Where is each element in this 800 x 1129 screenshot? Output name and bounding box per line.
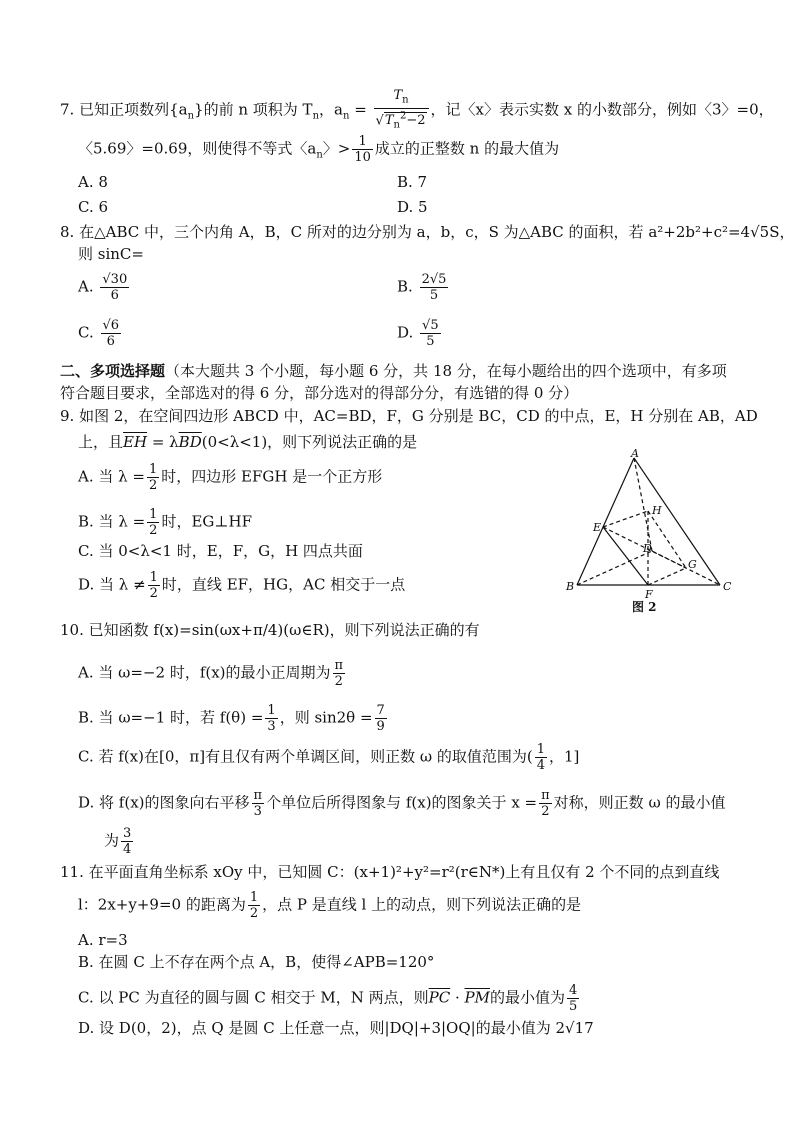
q7-option-b: B. 7 [397, 173, 428, 191]
q7-fraction: $\frac{T_n}{√T_n^2-2}$ [374, 88, 429, 133]
label-C: C [723, 580, 732, 593]
label-F: F [645, 588, 653, 601]
q11-option-c: C. 以 PC 为直径的圆与圆 C 相交于 M，N 两点，则$\overline{PC} \cdot \overline{PM}$的最小值为 $\frac{4}{5}$ [78, 983, 578, 1014]
q9-option-b: B. 当 λ = $\frac{1}{2}$ 时，EG⊥HF [78, 507, 252, 538]
q11-stem-line2: l：2x+y+9=0 的距离为 $\frac{1}{2}$ ，点 P 是直线 l 上的动点，则下列说法正确的是 [78, 890, 582, 921]
q9-option-c: C. 当 0<λ<1 时，E，F，G，H 四点共面 [78, 542, 363, 560]
segment-HG [648, 511, 686, 568]
figure-2-tetrahedron [555, 448, 745, 618]
q7-option-a: A. 8 [78, 173, 108, 191]
q8-option-c: C. $\frac{√6}{6}$ [78, 318, 120, 349]
q10-option-c: C. 若 f(x)在[0，π]有且仅有两个单调区间，则正数 ω 的取值范围为( $\frac{1}{4}$ ，1] [78, 742, 580, 773]
section2-desc: 符合题目要求，全部选对的得 6 分，部分选对的得部分分，有选错的得 0 分） [60, 384, 579, 402]
q11-option-d: D. 设 D(0，2)，点 Q 是圆 C 上任意一点，则|DQ|+3|OQ|的最小值为 2√17 [78, 1019, 594, 1037]
label-D: D [643, 542, 652, 555]
q8-stem: 8. 在△ABC 中，三个内角 A，B，C 所对的边分别为 a，b，c，S 为△ABC 的面积，若 a²+2b²+c²=4√5S， [60, 223, 795, 241]
q8-option-d: D. $\frac{√5}{5}$ [397, 318, 439, 349]
q9-option-d: D. 当 λ ≠ $\frac{1}{2}$ 时，直线 EF，HG，AC 相交于一点 [78, 570, 406, 601]
label-E: E [593, 521, 602, 534]
segment-FG [648, 568, 686, 585]
q10-option-a: A. 当 ω=−2 时，f(x)的最小正周期为 $\frac{\pi}{2}$ [78, 658, 344, 689]
q7-stem-line2: 〈5.69〉=0.69，则使得不等式〈$a_n$〉> $\frac{1}{10}$ 成立的正整数 n 的最大值为 [78, 134, 560, 165]
q11-stem: 11. 在平面直角坐标系 xOy 中，已知圆 C：(x+1)²+y²=r²(r∈N*)上有且仅有 2 个不同的点到直线 [60, 863, 720, 881]
q7-option-c: C. 6 [78, 198, 109, 216]
q10-option-b: B. 当 ω=−1 时，若 f(θ) = $\frac{1}{3}$ ，则 sin2θ = $\frac{7}{9}$ [78, 703, 385, 734]
figure-2-caption: 图 2 [632, 600, 657, 614]
q9-stem-line2: 上，且$\overline{EH} = \lambda\overline{BD}(0<\lambda<1)$，则下列说法正确的是 [78, 433, 418, 451]
q10-stem: 10. 已知函数 f(x)=sin(ωx+π/4)(ω∈R)，则下列说法正确的有 [60, 621, 480, 639]
edge-AB [577, 458, 634, 585]
q11-option-b: B. 在圆 C 上不存在两个点 A，B，使得∠APB=120° [78, 953, 435, 971]
label-B: B [566, 580, 575, 593]
q7-option-d: D. 5 [397, 198, 428, 216]
edge-BD [577, 551, 652, 585]
label-H: H [652, 504, 662, 517]
q9-option-a: A. 当 λ = $\frac{1}{2}$ 时，四边形 EFGH 是一个正方形 [78, 462, 383, 493]
label-A: A [631, 448, 639, 460]
q7-stem: 7. 已知正项数列$\{a_n\}$的前 n 项积为 $T_n$，$a_n$ = $\frac{T_n}{√T_n^2-2}$ ，记〈x〉表示实数 x 的小数部分，例如〈3〉=0， [60, 88, 774, 131]
q9-stem: 9. 如图 2，在空间四边形 ABCD 中，AC=BD，F，G 分别是 BC，CD 的中点，E，H 分别在 AB，AD [60, 407, 758, 425]
q10-option-d-line2: 为 $\frac{3}{4}$ [104, 826, 132, 857]
section2-header: 二、多项选择题（本大题共 3 个小题，每小题 6 分，共 18 分，在每小题给出的四个选项中，有多项 [60, 362, 727, 380]
label-G: G [688, 558, 697, 571]
q8-option-b: B. $\frac{2√5}{5}$ [397, 272, 447, 303]
section2-title: 二、多项选择题 [60, 362, 166, 380]
q7-number: 7. [60, 100, 75, 119]
q8-option-a: A. $\frac{√30}{6}$ [78, 272, 128, 303]
q8-stem-line2: 则 sinC= [78, 245, 144, 263]
q10-option-d: D. 将 f(x)的图象向右平移 $\frac{\pi}{3}$ 个单位后所得图象与 f(x)的图象关于 x = $\frac{\pi}{2}$ 对称，则正数 ω 的最小值 [78, 788, 726, 819]
q11-option-a: A. r=3 [78, 931, 128, 949]
